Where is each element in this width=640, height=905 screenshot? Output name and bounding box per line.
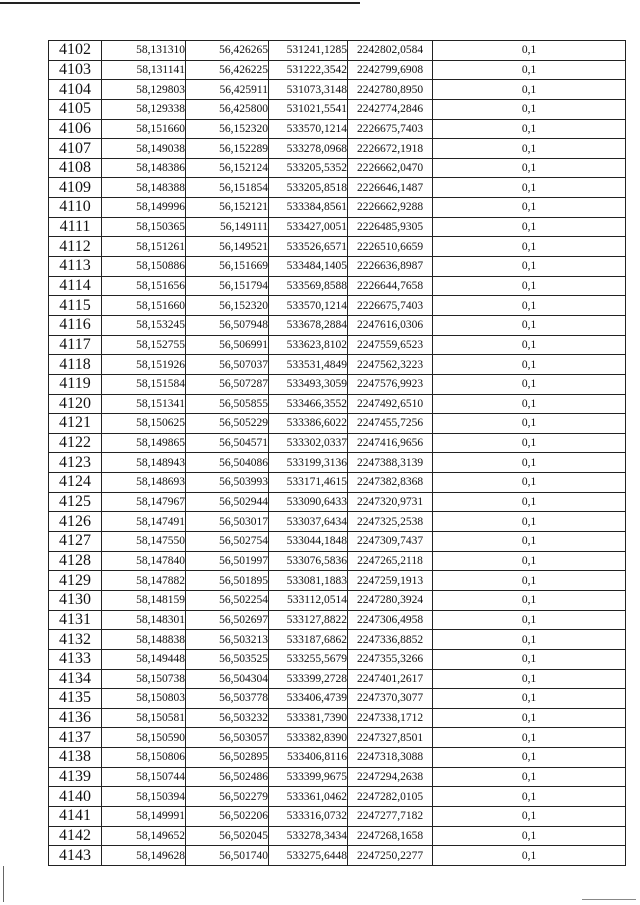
x-coordinate-cell: 533427,0051	[269, 217, 348, 237]
longitude-cell: 56,503213	[186, 630, 269, 650]
x-coordinate-cell: 533081,1883	[269, 571, 348, 591]
x-coordinate-cell: 533526,6571	[269, 237, 348, 257]
point-number-cell: 4131	[49, 610, 102, 630]
longitude-cell: 56,502279	[186, 787, 269, 807]
y-coordinate-cell: 2247325,2538	[348, 512, 433, 532]
latitude-cell: 58,149865	[102, 433, 186, 453]
table-row	[49, 649, 626, 669]
table-row	[49, 590, 626, 610]
point-number-cell: 4143	[49, 846, 102, 866]
y-coordinate-cell: 2247336,8852	[348, 630, 433, 650]
y-coordinate-cell: 2247309,7437	[348, 532, 433, 552]
x-coordinate-cell: 533406,8116	[269, 748, 348, 768]
longitude-cell: 56,152124	[186, 158, 269, 178]
y-coordinate-cell: 2247294,2638	[348, 767, 433, 787]
latitude-cell: 58,129338	[102, 99, 186, 119]
latitude-cell: 58,151926	[102, 355, 186, 375]
accuracy-cell: 0,1	[433, 178, 626, 198]
x-coordinate-cell: 533278,3434	[269, 826, 348, 846]
table-row	[49, 473, 626, 493]
point-number-cell: 4129	[49, 571, 102, 591]
x-coordinate-cell: 533493,3059	[269, 374, 348, 394]
point-number-cell: 4133	[49, 649, 102, 669]
table-row	[49, 296, 626, 316]
point-number-cell: 4106	[49, 119, 102, 139]
latitude-cell: 58,148693	[102, 473, 186, 493]
latitude-cell: 58,150744	[102, 767, 186, 787]
accuracy-cell: 0,1	[433, 728, 626, 748]
point-number-cell: 4102	[49, 41, 102, 61]
latitude-cell: 58,152755	[102, 335, 186, 355]
x-coordinate-cell: 531222,3542	[269, 60, 348, 80]
y-coordinate-cell: 2242799,6908	[348, 60, 433, 80]
accuracy-cell: 0,1	[433, 394, 626, 414]
x-coordinate-cell: 531073,3148	[269, 80, 348, 100]
table-row	[49, 767, 626, 787]
x-coordinate-cell: 533386,6022	[269, 414, 348, 434]
longitude-cell: 56,502045	[186, 826, 269, 846]
latitude-cell: 58,148838	[102, 630, 186, 650]
x-coordinate-cell: 533127,8822	[269, 610, 348, 630]
y-coordinate-cell: 2247282,0105	[348, 787, 433, 807]
accuracy-cell: 0,1	[433, 41, 626, 61]
table-row	[49, 237, 626, 257]
x-coordinate-cell: 533623,8102	[269, 335, 348, 355]
point-number-cell: 4130	[49, 590, 102, 610]
table-row	[49, 414, 626, 434]
accuracy-cell: 0,1	[433, 806, 626, 826]
table-row	[49, 80, 626, 100]
table-row	[49, 492, 626, 512]
point-number-cell: 4110	[49, 198, 102, 218]
latitude-cell: 58,151584	[102, 374, 186, 394]
x-coordinate-cell: 533569,8588	[269, 276, 348, 296]
longitude-cell: 56,151669	[186, 257, 269, 277]
table-row	[49, 826, 626, 846]
y-coordinate-cell: 2242774,2846	[348, 99, 433, 119]
table-row	[49, 846, 626, 866]
accuracy-cell: 0,1	[433, 748, 626, 768]
x-coordinate-cell: 533302,0337	[269, 433, 348, 453]
table-row	[49, 394, 626, 414]
longitude-cell: 56,501895	[186, 571, 269, 591]
point-number-cell: 4132	[49, 630, 102, 650]
longitude-cell: 56,502944	[186, 492, 269, 512]
point-number-cell: 4139	[49, 767, 102, 787]
y-coordinate-cell: 2226675,7403	[348, 296, 433, 316]
y-coordinate-cell: 2247455,7256	[348, 414, 433, 434]
table-row	[49, 276, 626, 296]
table-row	[49, 708, 626, 728]
longitude-cell: 56,152320	[186, 296, 269, 316]
table-row	[49, 532, 626, 552]
x-coordinate-cell: 533199,3136	[269, 453, 348, 473]
accuracy-cell: 0,1	[433, 787, 626, 807]
accuracy-cell: 0,1	[433, 571, 626, 591]
x-coordinate-cell: 533275,6448	[269, 846, 348, 866]
longitude-cell: 56,502754	[186, 532, 269, 552]
latitude-cell: 58,149991	[102, 806, 186, 826]
latitude-cell: 58,147550	[102, 532, 186, 552]
x-coordinate-cell: 533112,0514	[269, 590, 348, 610]
y-coordinate-cell: 2247562,3223	[348, 355, 433, 375]
longitude-cell: 56,152289	[186, 139, 269, 159]
x-coordinate-cell: 533076,5836	[269, 551, 348, 571]
accuracy-cell: 0,1	[433, 453, 626, 473]
point-number-cell: 4116	[49, 315, 102, 335]
y-coordinate-cell: 2242780,8950	[348, 80, 433, 100]
longitude-cell: 56,503778	[186, 689, 269, 709]
table-row	[49, 139, 626, 159]
latitude-cell: 58,150581	[102, 708, 186, 728]
latitude-cell: 58,150590	[102, 728, 186, 748]
point-number-cell: 4109	[49, 178, 102, 198]
table-row	[49, 335, 626, 355]
table-row	[49, 158, 626, 178]
point-number-cell: 4107	[49, 139, 102, 159]
latitude-cell: 58,150803	[102, 689, 186, 709]
accuracy-cell: 0,1	[433, 237, 626, 257]
longitude-cell: 56,502206	[186, 806, 269, 826]
y-coordinate-cell: 2247320,9731	[348, 492, 433, 512]
y-coordinate-cell: 2247327,8501	[348, 728, 433, 748]
latitude-cell: 58,149628	[102, 846, 186, 866]
point-number-cell: 4119	[49, 374, 102, 394]
latitude-cell: 58,150806	[102, 748, 186, 768]
y-coordinate-cell: 2226510,6659	[348, 237, 433, 257]
table-row	[49, 453, 626, 473]
latitude-cell: 58,147882	[102, 571, 186, 591]
point-number-cell: 4127	[49, 532, 102, 552]
y-coordinate-cell: 2247259,1913	[348, 571, 433, 591]
longitude-cell: 56,502697	[186, 610, 269, 630]
x-coordinate-cell: 533278,0968	[269, 139, 348, 159]
accuracy-cell: 0,1	[433, 551, 626, 571]
latitude-cell: 58,151656	[102, 276, 186, 296]
x-coordinate-cell: 533678,2884	[269, 315, 348, 335]
longitude-cell: 56,151854	[186, 178, 269, 198]
point-number-cell: 4120	[49, 394, 102, 414]
latitude-cell: 58,148386	[102, 158, 186, 178]
y-coordinate-cell: 2247277,7182	[348, 806, 433, 826]
table-row	[49, 99, 626, 119]
longitude-cell: 56,503017	[186, 512, 269, 532]
table-row	[49, 198, 626, 218]
longitude-cell: 56,501997	[186, 551, 269, 571]
x-coordinate-cell: 531021,5541	[269, 99, 348, 119]
latitude-cell: 58,151341	[102, 394, 186, 414]
longitude-cell: 56,503057	[186, 728, 269, 748]
accuracy-cell: 0,1	[433, 198, 626, 218]
table-row	[49, 315, 626, 335]
table-row	[49, 355, 626, 375]
longitude-cell: 56,151794	[186, 276, 269, 296]
longitude-cell: 56,503993	[186, 473, 269, 493]
latitude-cell: 58,153245	[102, 315, 186, 335]
y-coordinate-cell: 2226675,7403	[348, 119, 433, 139]
x-coordinate-cell: 533484,1405	[269, 257, 348, 277]
latitude-cell: 58,147840	[102, 551, 186, 571]
latitude-cell: 58,148159	[102, 590, 186, 610]
accuracy-cell: 0,1	[433, 257, 626, 277]
y-coordinate-cell: 2226672,1918	[348, 139, 433, 159]
accuracy-cell: 0,1	[433, 99, 626, 119]
longitude-cell: 56,502895	[186, 748, 269, 768]
accuracy-cell: 0,1	[433, 217, 626, 237]
y-coordinate-cell: 2247492,6510	[348, 394, 433, 414]
latitude-cell: 58,151261	[102, 237, 186, 257]
latitude-cell: 58,149448	[102, 649, 186, 669]
latitude-cell: 58,148388	[102, 178, 186, 198]
point-number-cell: 4136	[49, 708, 102, 728]
table-row	[49, 551, 626, 571]
point-number-cell: 4124	[49, 473, 102, 493]
y-coordinate-cell: 2226662,0470	[348, 158, 433, 178]
accuracy-cell: 0,1	[433, 276, 626, 296]
point-number-cell: 4141	[49, 806, 102, 826]
accuracy-cell: 0,1	[433, 473, 626, 493]
table-body	[49, 41, 626, 866]
longitude-cell: 56,426225	[186, 60, 269, 80]
y-coordinate-cell: 2226662,9288	[348, 198, 433, 218]
footer-rule	[582, 899, 636, 900]
point-number-cell: 4137	[49, 728, 102, 748]
point-number-cell: 4128	[49, 551, 102, 571]
point-number-cell: 4105	[49, 99, 102, 119]
y-coordinate-cell: 2247265,2118	[348, 551, 433, 571]
x-coordinate-cell: 533406,4739	[269, 689, 348, 709]
table-row	[49, 257, 626, 277]
table-row	[49, 433, 626, 453]
top-rule	[0, 2, 360, 4]
latitude-cell: 58,150738	[102, 669, 186, 689]
longitude-cell: 56,152320	[186, 119, 269, 139]
longitude-cell: 56,506991	[186, 335, 269, 355]
point-number-cell: 4134	[49, 669, 102, 689]
accuracy-cell: 0,1	[433, 610, 626, 630]
y-coordinate-cell: 2247318,3088	[348, 748, 433, 768]
y-coordinate-cell: 2247370,3077	[348, 689, 433, 709]
point-number-cell: 4108	[49, 158, 102, 178]
point-number-cell: 4114	[49, 276, 102, 296]
point-number-cell: 4122	[49, 433, 102, 453]
x-coordinate-cell: 533570,1214	[269, 296, 348, 316]
latitude-cell: 58,131310	[102, 41, 186, 61]
latitude-cell: 58,147491	[102, 512, 186, 532]
x-coordinate-cell: 533187,6862	[269, 630, 348, 650]
accuracy-cell: 0,1	[433, 492, 626, 512]
accuracy-cell: 0,1	[433, 846, 626, 866]
latitude-cell: 58,148943	[102, 453, 186, 473]
accuracy-cell: 0,1	[433, 669, 626, 689]
accuracy-cell: 0,1	[433, 414, 626, 434]
y-coordinate-cell: 2247401,2617	[348, 669, 433, 689]
accuracy-cell: 0,1	[433, 374, 626, 394]
y-coordinate-cell: 2226644,7658	[348, 276, 433, 296]
latitude-cell: 58,150886	[102, 257, 186, 277]
point-number-cell: 4138	[49, 748, 102, 768]
x-coordinate-cell: 531241,1285	[269, 41, 348, 61]
table-row	[49, 374, 626, 394]
longitude-cell: 56,501740	[186, 846, 269, 866]
accuracy-cell: 0,1	[433, 80, 626, 100]
longitude-cell: 56,502254	[186, 590, 269, 610]
table-row	[49, 178, 626, 198]
x-coordinate-cell: 533381,7390	[269, 708, 348, 728]
point-number-cell: 4113	[49, 257, 102, 277]
x-coordinate-cell: 533399,2728	[269, 669, 348, 689]
accuracy-cell: 0,1	[433, 119, 626, 139]
accuracy-cell: 0,1	[433, 590, 626, 610]
latitude-cell: 58,149652	[102, 826, 186, 846]
latitude-cell: 58,129803	[102, 80, 186, 100]
latitude-cell: 58,151660	[102, 119, 186, 139]
longitude-cell: 56,507037	[186, 355, 269, 375]
x-coordinate-cell: 533531,4849	[269, 355, 348, 375]
latitude-cell: 58,149996	[102, 198, 186, 218]
x-coordinate-cell: 533205,5352	[269, 158, 348, 178]
x-coordinate-cell: 533090,6433	[269, 492, 348, 512]
y-coordinate-cell: 2247416,9656	[348, 433, 433, 453]
accuracy-cell: 0,1	[433, 826, 626, 846]
coordinates-table	[48, 40, 626, 866]
longitude-cell: 56,426265	[186, 41, 269, 61]
longitude-cell: 56,507287	[186, 374, 269, 394]
y-coordinate-cell: 2226636,8987	[348, 257, 433, 277]
longitude-cell: 56,503232	[186, 708, 269, 728]
table-row	[49, 787, 626, 807]
y-coordinate-cell: 2247576,9923	[348, 374, 433, 394]
point-number-cell: 4111	[49, 217, 102, 237]
point-number-cell: 4121	[49, 414, 102, 434]
table-row	[49, 689, 626, 709]
table-row	[49, 41, 626, 61]
table-row	[49, 630, 626, 650]
table-row	[49, 748, 626, 768]
x-coordinate-cell: 533466,3552	[269, 394, 348, 414]
table-row	[49, 571, 626, 591]
table-row	[49, 806, 626, 826]
y-coordinate-cell: 2247280,3924	[348, 590, 433, 610]
point-number-cell: 4118	[49, 355, 102, 375]
longitude-cell: 56,425911	[186, 80, 269, 100]
x-coordinate-cell: 533171,4615	[269, 473, 348, 493]
latitude-cell: 58,151660	[102, 296, 186, 316]
longitude-cell: 56,425800	[186, 99, 269, 119]
point-number-cell: 4123	[49, 453, 102, 473]
longitude-cell: 56,504304	[186, 669, 269, 689]
accuracy-cell: 0,1	[433, 433, 626, 453]
latitude-cell: 58,150625	[102, 414, 186, 434]
latitude-cell: 58,150365	[102, 217, 186, 237]
point-number-cell: 4125	[49, 492, 102, 512]
table-row	[49, 669, 626, 689]
table-row	[49, 217, 626, 237]
latitude-cell: 58,147967	[102, 492, 186, 512]
latitude-cell: 58,148301	[102, 610, 186, 630]
longitude-cell: 56,504571	[186, 433, 269, 453]
y-coordinate-cell: 2247355,3266	[348, 649, 433, 669]
longitude-cell: 56,504086	[186, 453, 269, 473]
y-coordinate-cell: 2247559,6523	[348, 335, 433, 355]
accuracy-cell: 0,1	[433, 296, 626, 316]
table-row	[49, 512, 626, 532]
longitude-cell: 56,149111	[186, 217, 269, 237]
point-number-cell: 4104	[49, 80, 102, 100]
x-coordinate-cell: 533382,8390	[269, 728, 348, 748]
longitude-cell: 56,505855	[186, 394, 269, 414]
point-number-cell: 4142	[49, 826, 102, 846]
accuracy-cell: 0,1	[433, 689, 626, 709]
accuracy-cell: 0,1	[433, 335, 626, 355]
accuracy-cell: 0,1	[433, 60, 626, 80]
margin-mark	[3, 866, 4, 902]
point-number-cell: 4140	[49, 787, 102, 807]
point-number-cell: 4117	[49, 335, 102, 355]
accuracy-cell: 0,1	[433, 512, 626, 532]
accuracy-cell: 0,1	[433, 630, 626, 650]
x-coordinate-cell: 533044,1848	[269, 532, 348, 552]
point-number-cell: 4135	[49, 689, 102, 709]
table-row	[49, 610, 626, 630]
point-number-cell: 4126	[49, 512, 102, 532]
x-coordinate-cell: 533205,8518	[269, 178, 348, 198]
latitude-cell: 58,150394	[102, 787, 186, 807]
latitude-cell: 58,149038	[102, 139, 186, 159]
table-row	[49, 119, 626, 139]
accuracy-cell: 0,1	[433, 315, 626, 335]
point-number-cell: 4103	[49, 60, 102, 80]
accuracy-cell: 0,1	[433, 767, 626, 787]
y-coordinate-cell: 2226485,9305	[348, 217, 433, 237]
y-coordinate-cell: 2247388,3139	[348, 453, 433, 473]
longitude-cell: 56,152121	[186, 198, 269, 218]
x-coordinate-cell: 533570,1214	[269, 119, 348, 139]
x-coordinate-cell: 533255,5679	[269, 649, 348, 669]
longitude-cell: 56,505229	[186, 414, 269, 434]
x-coordinate-cell: 533384,8561	[269, 198, 348, 218]
y-coordinate-cell: 2247268,1658	[348, 826, 433, 846]
x-coordinate-cell: 533037,6434	[269, 512, 348, 532]
point-number-cell: 4115	[49, 296, 102, 316]
table-row	[49, 60, 626, 80]
y-coordinate-cell: 2242802,0584	[348, 41, 433, 61]
x-coordinate-cell: 533361,0462	[269, 787, 348, 807]
accuracy-cell: 0,1	[433, 708, 626, 728]
accuracy-cell: 0,1	[433, 139, 626, 159]
latitude-cell: 58,131141	[102, 60, 186, 80]
accuracy-cell: 0,1	[433, 532, 626, 552]
y-coordinate-cell: 2247382,8368	[348, 473, 433, 493]
longitude-cell: 56,149521	[186, 237, 269, 257]
y-coordinate-cell: 2247616,0306	[348, 315, 433, 335]
point-number-cell: 4112	[49, 237, 102, 257]
y-coordinate-cell: 2247250,2277	[348, 846, 433, 866]
y-coordinate-cell: 2247306,4958	[348, 610, 433, 630]
y-coordinate-cell: 2247338,1712	[348, 708, 433, 728]
longitude-cell: 56,503525	[186, 649, 269, 669]
y-coordinate-cell: 2226646,1487	[348, 178, 433, 198]
longitude-cell: 56,502486	[186, 767, 269, 787]
x-coordinate-cell: 533399,9675	[269, 767, 348, 787]
longitude-cell: 56,507948	[186, 315, 269, 335]
accuracy-cell: 0,1	[433, 355, 626, 375]
accuracy-cell: 0,1	[433, 649, 626, 669]
x-coordinate-cell: 533316,0732	[269, 806, 348, 826]
table-row	[49, 728, 626, 748]
accuracy-cell: 0,1	[433, 158, 626, 178]
